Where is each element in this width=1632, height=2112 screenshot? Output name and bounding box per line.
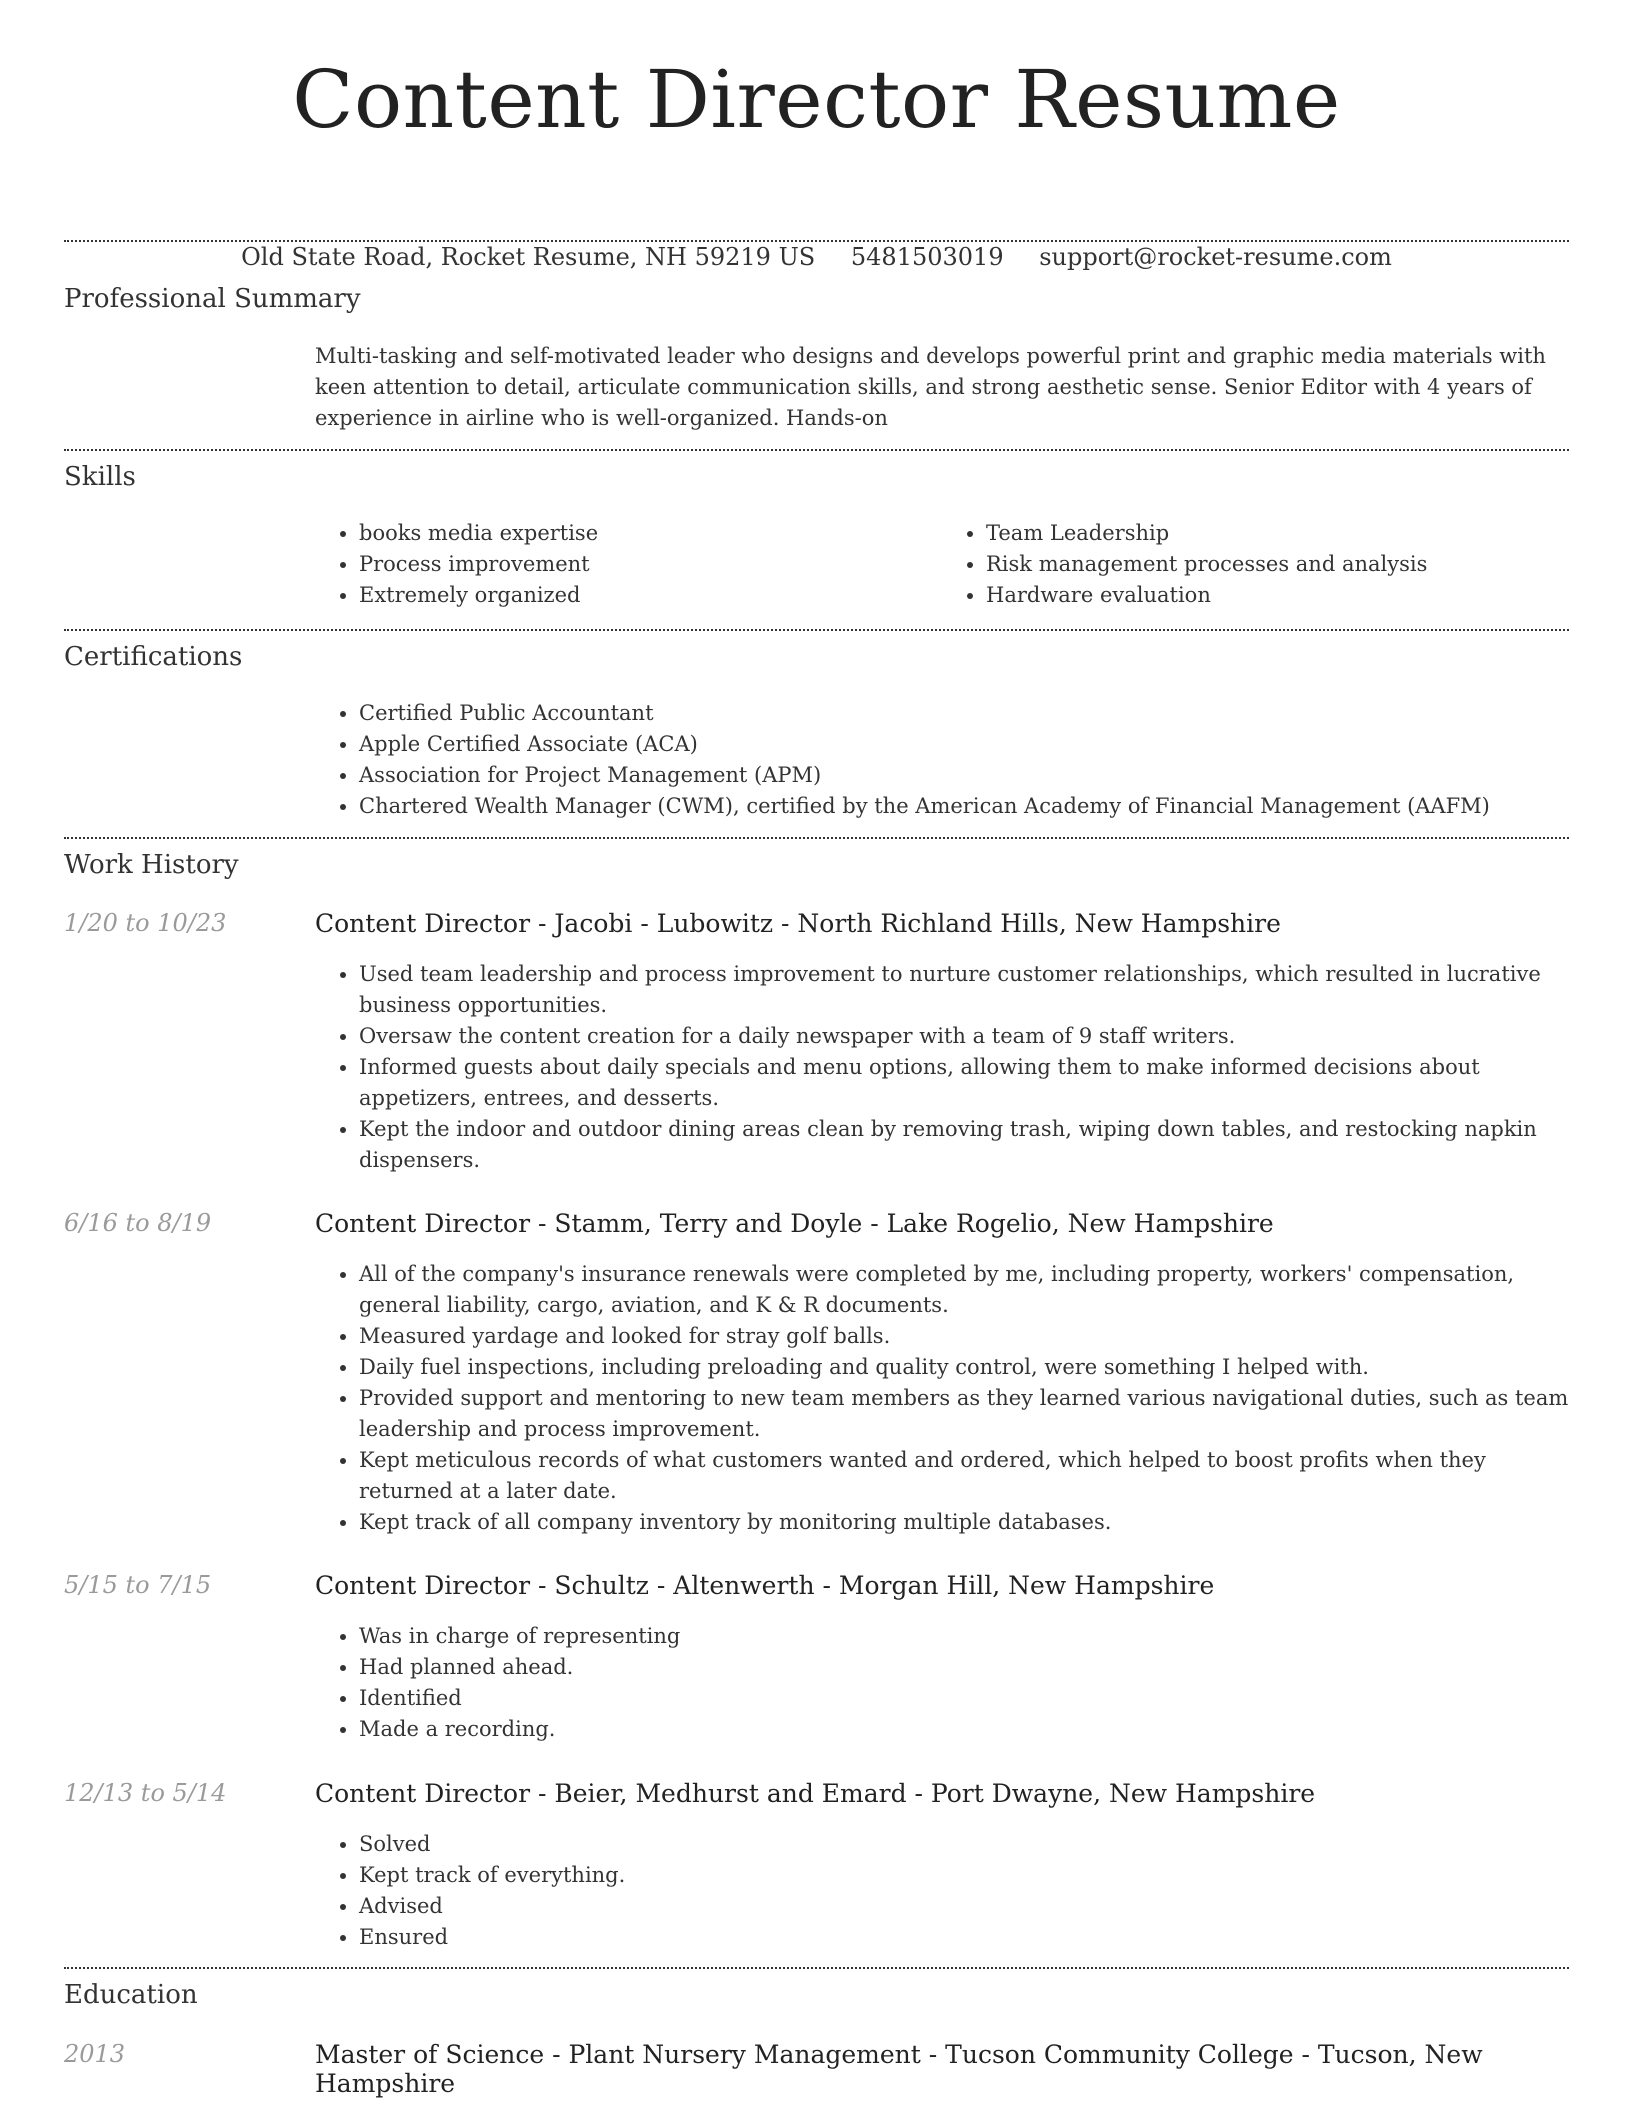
job-bullet: • Identified [359,1683,1569,1714]
job-bullet: • Kept track of all company inventory by monitoring multiple databases. [359,1507,1569,1538]
job-bullet: • Was in charge of representing [359,1621,1569,1652]
job-bullet: • Kept track of everything. [359,1860,1569,1891]
certifications-list [315,698,1569,822]
skill-item: • Risk management processes and analysis [986,549,1569,580]
skills-right [942,518,1569,611]
job-title: Content Director - Jacobi - Lubowitz - North Richland Hills, New Hampshire [315,909,1281,938]
page-title: Content Director Resume [292,53,1341,146]
divider [64,240,1569,242]
job-bullet: • Advised [359,1891,1569,1922]
skill-item: • Hardware evaluation [986,580,1569,611]
certification-item: • Certified Public Accountant [359,698,1569,729]
job-bullet: • Made a recording. [359,1714,1569,1745]
skill-item: • books media expertise [359,518,942,549]
divider [64,1967,1569,1969]
job-bullet: • Daily fuel inspections, including preloading and quality control, were something I helped with. [359,1352,1569,1383]
job-title: Content Director - Stamm, Terry and Doyle - Lake Rogelio, New Hampshire [315,1209,1274,1238]
email: support@rocket-resume.com [1039,243,1392,271]
job-bullet: • Measured yardage and looked for stray golf balls. [359,1321,1569,1352]
summary-heading: Professional Summary [64,284,361,314]
job-dates: 12/13 to 5/14 [64,1779,227,1807]
summary-text: Multi-tasking and self-motivated leader who designs and develops powerful print and graphic media materials with keen attention to detail, articulate communication skills, and strong aesthetic sense. Senior Editor with 4 years of experience in airline who is well-organized. Hands-on [315,344,1546,430]
phone: 5481503019 [850,243,1004,271]
skill-item: • Extremely organized [359,580,942,611]
job-bullets [315,1829,1569,1953]
divider [64,837,1569,839]
skills-left [315,518,942,611]
job-title: Content Director - Beier, Medhurst and Emard - Port Dwayne, New Hampshire [315,1779,1316,1808]
job-bullet: • Informed guests about daily specials and menu options, allowing them to make informed decisions about appetizers, entrees, and desserts. [359,1052,1569,1114]
resume-page [64,0,1569,2098]
job-bullets [315,959,1569,1176]
job-bullet: • Kept meticulous records of what customers wanted and ordered, which helped to boost profits when they returned at a later date. [359,1445,1569,1507]
work-heading: Work History [64,850,239,880]
skill-item: • Team Leadership [986,518,1569,549]
divider [64,629,1569,631]
job-dates: 1/20 to 10/23 [64,909,227,937]
job-bullet: • Provided support and mentoring to new team members as they learned various navigational duties, such as team leadership and process improvement. [359,1383,1569,1445]
job-bullet: • All of the company's insurance renewals were completed by me, including property, workers' compensation, general liability, cargo, aviation, and K & R documents. [359,1259,1569,1321]
divider [64,449,1569,451]
certification-item: • Apple Certified Associate (ACA) [359,729,1569,760]
address: Old State Road, Rocket Resume, NH 59219 US [241,243,816,271]
job-bullets [315,1259,1569,1538]
education-heading: Education [64,1980,198,2010]
job-bullet: • Solved [359,1829,1569,1860]
job-bullet: • Ensured [359,1922,1569,1953]
contact-line [64,242,1569,272]
skills-heading: Skills [64,462,136,492]
skill-item: • Process improvement [359,549,942,580]
job-bullet: • Used team leadership and process improvement to nurture customer relationships, which resulted in lucrative business opportunities. [359,959,1569,1021]
certification-item: • Association for Project Management (APM) [359,760,1569,791]
certification-item: • Chartered Wealth Manager (CWM), certified by the American Academy of Financial Management (AAFM) [359,791,1569,822]
job-bullet: • Oversaw the content creation for a daily newspaper with a team of 9 staff writers. [359,1021,1569,1052]
job-dates: 5/15 to 7/15 [64,1571,212,1599]
job-title: Content Director - Schultz - Altenwerth - Morgan Hill, New Hampshire [315,1571,1215,1600]
certifications-heading: Certifications [64,642,243,672]
education-title: Master of Science - Plant Nursery Management - Tucson Community College - Tucson, New Hampshire [315,2040,1483,2098]
job-dates: 6/16 to 8/19 [64,1209,212,1237]
job-bullet: • Kept the indoor and outdoor dining areas clean by removing trash, wiping down tables, and restocking napkin dispensers. [359,1114,1569,1176]
job-bullet: • Had planned ahead. [359,1652,1569,1683]
job-bullets [315,1621,1569,1745]
skills-list [315,518,1569,611]
education-year: 2013 [64,2040,126,2068]
